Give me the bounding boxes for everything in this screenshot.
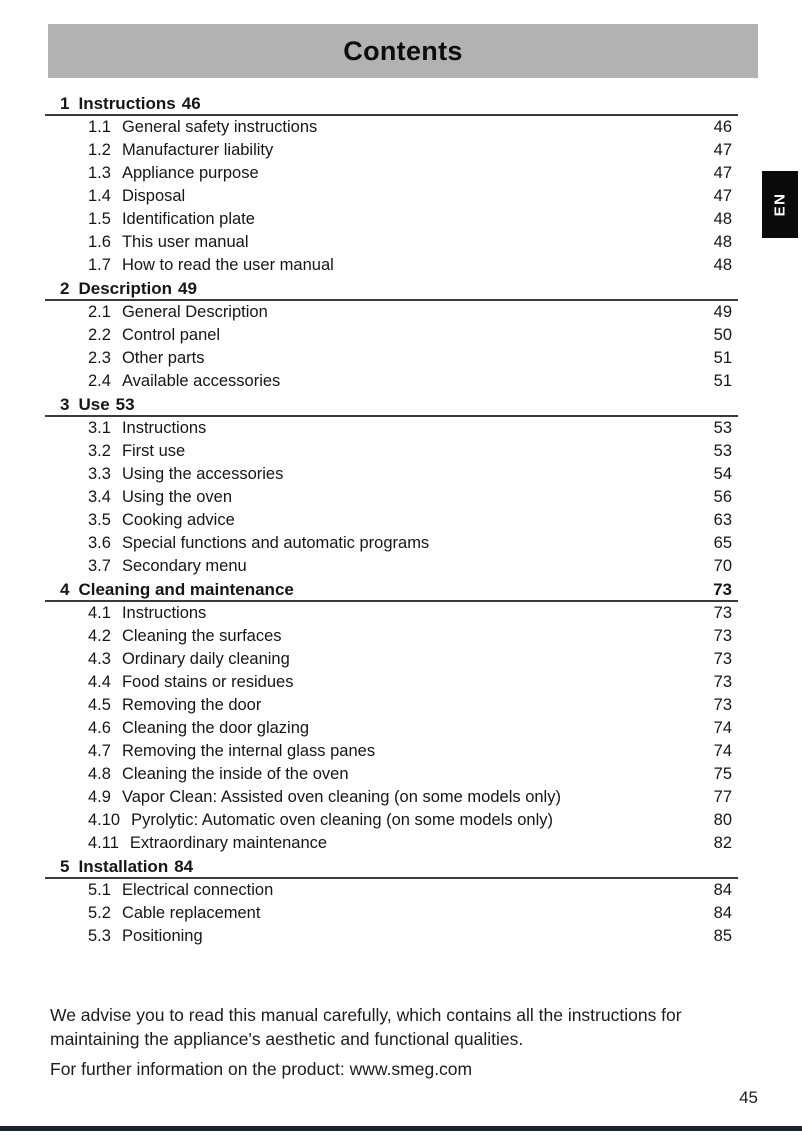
- table-of-contents: [45, 92, 738, 948]
- toc-item-title: Cleaning the surfaces: [121, 627, 282, 645]
- contents-header-bar: [48, 24, 758, 78]
- toc-item-page: 51: [713, 349, 732, 367]
- toc-item[interactable]: [45, 740, 738, 763]
- toc-item-page: 48: [713, 256, 732, 274]
- toc-section-heading[interactable]: [45, 393, 738, 417]
- toc-section-heading[interactable]: [45, 578, 738, 602]
- toc-section-title: Instructions: [78, 94, 176, 113]
- toc-item-page: 75: [713, 765, 732, 783]
- toc-item-title: General Description: [121, 303, 268, 321]
- toc-section-title: Use: [78, 395, 110, 414]
- toc-item-page: 74: [713, 742, 732, 760]
- toc-item[interactable]: [45, 902, 738, 925]
- toc-item-number: 2.1: [88, 303, 111, 321]
- toc-item-page: 74: [713, 719, 732, 737]
- toc-item-page: 49: [713, 303, 732, 321]
- toc-item-number: 1.2: [88, 141, 111, 159]
- toc-item-page: 70: [713, 557, 732, 575]
- toc-item-number: 4.10: [88, 811, 121, 829]
- toc-item-number: 1.5: [88, 210, 111, 228]
- toc-item-page: 73: [713, 696, 732, 714]
- toc-item-number: 1.1: [88, 118, 111, 136]
- toc-item[interactable]: [45, 532, 738, 555]
- toc-item-page: 73: [713, 650, 732, 668]
- toc-section: [45, 277, 738, 393]
- toc-item-page: 53: [713, 419, 732, 437]
- toc-item-number: 2.3: [88, 349, 111, 367]
- toc-item[interactable]: [45, 231, 738, 254]
- toc-section-number: 4: [60, 580, 70, 599]
- toc-item-title: Electrical connection: [121, 881, 274, 899]
- toc-item[interactable]: [45, 925, 738, 948]
- toc-item-page: 48: [713, 210, 732, 228]
- toc-item-title: Ordinary daily cleaning: [121, 650, 290, 668]
- toc-item-number: 1.3: [88, 164, 111, 182]
- toc-section-page-right: 73: [713, 580, 732, 599]
- toc-item-number: 1.4: [88, 187, 111, 205]
- toc-item[interactable]: [45, 694, 738, 717]
- toc-section-heading[interactable]: [45, 855, 738, 879]
- toc-item-page: 54: [713, 465, 732, 483]
- toc-item-number: 1.6: [88, 233, 111, 251]
- toc-item-number: 4.6: [88, 719, 111, 737]
- toc-item-title: Vapor Clean: Assisted oven cleaning (on some models only): [121, 788, 561, 806]
- toc-item[interactable]: [45, 486, 738, 509]
- toc-item-title: Using the oven: [121, 488, 233, 506]
- toc-item-title: Control panel: [121, 326, 221, 344]
- toc-item[interactable]: [45, 185, 738, 208]
- toc-item[interactable]: [45, 648, 738, 671]
- toc-item-title: First use: [121, 442, 186, 460]
- toc-item[interactable]: [45, 463, 738, 486]
- toc-item-page: 85: [713, 927, 732, 945]
- toc-item[interactable]: [45, 301, 738, 324]
- toc-item[interactable]: [45, 370, 738, 393]
- toc-item[interactable]: [45, 417, 738, 440]
- toc-item-title: Cooking advice: [121, 511, 235, 529]
- toc-item-title: Available accessories: [121, 372, 281, 390]
- page-number: 45: [739, 1088, 758, 1107]
- toc-section-number: 3: [60, 395, 70, 414]
- toc-item-title: Secondary menu: [121, 557, 247, 575]
- toc-section: [45, 578, 738, 855]
- toc-item-title: Instructions: [121, 419, 207, 437]
- toc-item-page: 73: [713, 604, 732, 622]
- toc-item-title: Identification plate: [121, 210, 255, 228]
- toc-item-number: 4.5: [88, 696, 111, 714]
- toc-item[interactable]: [45, 324, 738, 347]
- toc-item-page: 56: [713, 488, 732, 506]
- toc-item-title: Food stains or residues: [121, 673, 294, 691]
- toc-item-title: This user manual: [121, 233, 249, 251]
- toc-item-number: 4.9: [88, 788, 111, 806]
- toc-section-number: 5: [60, 857, 70, 876]
- footer-advice-line2: maintaining the appliance's aesthetic and functional qualities.: [50, 1028, 524, 1049]
- toc-item[interactable]: [45, 208, 738, 231]
- toc-item-page: 82: [713, 834, 732, 852]
- toc-item-title: Appliance purpose: [121, 164, 259, 182]
- toc-section-heading[interactable]: [45, 277, 738, 301]
- toc-item-number: 3.6: [88, 534, 111, 552]
- toc-item-number: 3.3: [88, 465, 111, 483]
- toc-item[interactable]: [45, 116, 738, 139]
- toc-item-page: 84: [713, 904, 732, 922]
- toc-item-number: 3.7: [88, 557, 111, 575]
- footer-info: For further information on the product: www.smeg.com: [50, 1059, 473, 1079]
- toc-item[interactable]: [45, 625, 738, 648]
- toc-item-number: 4.7: [88, 742, 111, 760]
- toc-section-page-inline: 49: [178, 279, 197, 298]
- toc-item-number: 2.4: [88, 372, 111, 390]
- toc-item-number: 2.2: [88, 326, 111, 344]
- toc-item[interactable]: [45, 509, 738, 532]
- toc-item-page: 53: [713, 442, 732, 460]
- toc-item[interactable]: [45, 602, 738, 625]
- toc-item-page: 46: [713, 118, 732, 136]
- toc-section-page-inline: 46: [181, 94, 201, 113]
- toc-item-number: 4.3: [88, 650, 111, 668]
- toc-item-page: 47: [713, 187, 732, 205]
- language-tab-label: EN: [771, 192, 789, 217]
- bottom-bar: [0, 1126, 802, 1131]
- toc-item-number: 4.1: [88, 604, 111, 622]
- toc-item-number: 1.7: [88, 256, 111, 274]
- toc-item-title: Using the accessories: [121, 465, 284, 483]
- toc-item-title: Cleaning the door glazing: [121, 719, 310, 737]
- toc-section-page-inline: 53: [115, 395, 135, 414]
- toc-section-number: 2: [60, 279, 70, 298]
- page-title: Contents: [343, 35, 463, 66]
- toc-item-page: 65: [713, 534, 732, 552]
- toc-item-page: 84: [713, 881, 732, 899]
- toc-section-page-inline: 84: [174, 857, 194, 876]
- toc-item-page: 47: [713, 164, 732, 182]
- toc-section-title: Installation: [78, 857, 169, 876]
- toc-item-number: 4.4: [88, 673, 111, 691]
- toc-section: [45, 855, 738, 948]
- toc-item-title: General safety instructions: [121, 118, 318, 136]
- toc-item-title: Cleaning the inside of the oven: [121, 765, 349, 783]
- toc-item-number: 3.4: [88, 488, 111, 506]
- toc-section-heading[interactable]: [45, 92, 738, 116]
- toc-section-items: [45, 602, 738, 855]
- toc-item-page: 51: [713, 372, 732, 390]
- toc-item-page: 73: [713, 627, 732, 645]
- toc-item-page: 50: [713, 326, 732, 344]
- toc-item-number: 3.1: [88, 419, 111, 437]
- toc-item-title: Manufacturer liability: [121, 141, 274, 159]
- toc-item-page: 77: [713, 788, 732, 806]
- language-tab-en: [762, 171, 798, 238]
- toc-item[interactable]: [45, 162, 738, 185]
- toc-item-title: How to read the user manual: [121, 256, 334, 274]
- footer-advice-line1: We advise you to read this manual carefully, which contains all the instructions for: [50, 1005, 682, 1025]
- toc-item-page: 47: [713, 141, 732, 159]
- toc-item-title: Positioning: [121, 927, 203, 945]
- toc-item-number: 3.5: [88, 511, 111, 529]
- toc-item-title: Special functions and automatic programs: [121, 534, 430, 552]
- toc-section-items: [45, 301, 738, 393]
- toc-item-title: Extraordinary maintenance: [129, 834, 328, 852]
- toc-item[interactable]: [45, 809, 738, 832]
- toc-item[interactable]: [45, 879, 738, 902]
- toc-item[interactable]: [45, 717, 738, 740]
- toc-section-title: Description: [78, 279, 172, 298]
- toc-section-number: 1: [60, 94, 70, 113]
- toc-item[interactable]: [45, 254, 738, 277]
- toc-section: [45, 393, 738, 578]
- toc-item[interactable]: [45, 440, 738, 463]
- toc-item-number: 5.1: [88, 881, 111, 899]
- toc-item[interactable]: [45, 555, 738, 578]
- toc-item[interactable]: [45, 139, 738, 162]
- toc-item-number: 3.2: [88, 442, 111, 460]
- toc-item-number: 5.2: [88, 904, 111, 922]
- toc-item-title: Other parts: [121, 349, 205, 367]
- toc-item-page: 63: [713, 511, 732, 529]
- toc-item-title: Disposal: [121, 187, 186, 205]
- toc-item-page: 73: [713, 673, 732, 691]
- toc-item-number: 5.3: [88, 927, 111, 945]
- toc-item-title: Pyrolytic: Automatic oven cleaning (on some models only): [131, 811, 553, 829]
- toc-section-items: [45, 417, 738, 578]
- toc-item-number: 4.11: [88, 834, 119, 852]
- toc-item[interactable]: [45, 832, 738, 855]
- toc-item-number: 4.2: [88, 627, 111, 645]
- toc-item[interactable]: [45, 347, 738, 370]
- toc-item-number: 4.8: [88, 765, 111, 783]
- toc-item-page: 80: [713, 811, 732, 829]
- toc-section: [45, 92, 738, 277]
- toc-item[interactable]: [45, 671, 738, 694]
- toc-item-title: Removing the door: [121, 696, 262, 714]
- toc-section-items: [45, 879, 738, 948]
- toc-item-page: 48: [713, 233, 732, 251]
- toc-item[interactable]: [45, 763, 738, 786]
- toc-item-title: Cable replacement: [121, 904, 261, 922]
- toc-item[interactable]: [45, 786, 738, 809]
- toc-section-title: Cleaning and maintenance: [78, 580, 294, 599]
- toc-section-items: [45, 116, 738, 277]
- toc-item-title: Removing the internal glass panes: [121, 742, 376, 760]
- footer-note: [50, 1004, 758, 1082]
- toc-item-title: Instructions: [121, 604, 207, 622]
